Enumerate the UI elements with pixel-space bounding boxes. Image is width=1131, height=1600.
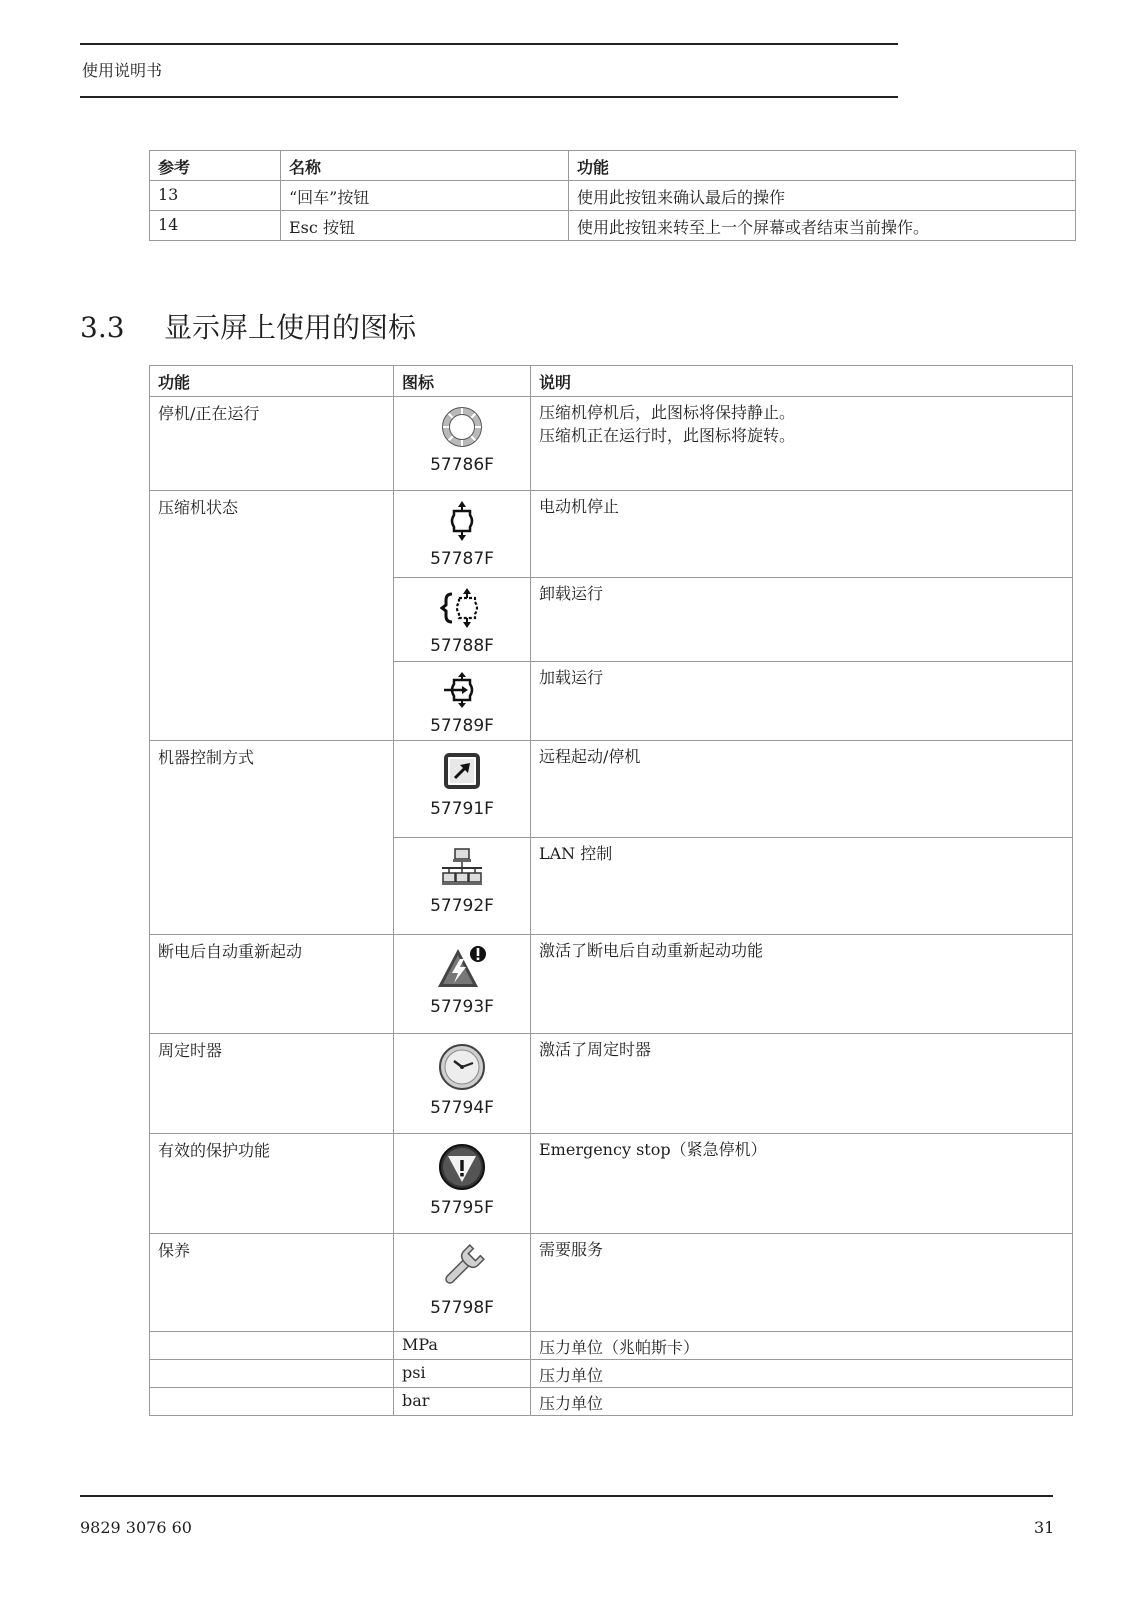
description-line: LAN 控制: [539, 844, 613, 863]
description-line: 压缩机停机后，此图标将保持静止。: [539, 403, 796, 422]
column-header: 名称: [281, 151, 569, 181]
column-header: 功能: [569, 151, 1076, 181]
wrench-icon: [437, 1242, 487, 1292]
function-cell: 有效的保护功能: [150, 1134, 394, 1234]
description-line: 卸载运行: [539, 584, 604, 603]
description-cell: [531, 578, 1073, 662]
description-cell: [531, 662, 1073, 741]
section-title: 显示屏上使用的图标: [164, 311, 417, 344]
power-restart-icon: [436, 943, 488, 991]
icon-code: 57791F: [430, 799, 494, 819]
page-number: 31: [1034, 1518, 1055, 1537]
table-row: [150, 1360, 1073, 1388]
section-number: 3.3: [80, 311, 125, 344]
description-line: Emergency stop（紧急停机）: [539, 1140, 767, 1159]
icon-cell: [394, 1134, 531, 1234]
function-cell: [150, 1360, 394, 1388]
description-line: 需要服务: [539, 1240, 604, 1259]
clock-icon: [437, 1042, 487, 1092]
ref-cell: 14: [150, 211, 281, 241]
header-top-rule: [80, 43, 898, 45]
column-header: 图标: [394, 366, 531, 397]
icon-code: 57789F: [430, 716, 494, 736]
description-cell: 压力单位: [531, 1360, 1073, 1388]
table-row: [150, 491, 1073, 578]
function-cell: 机器控制方式: [150, 741, 394, 935]
header-bottom-rule: [80, 96, 898, 98]
description-line: 电动机停止: [539, 497, 620, 516]
icon-code: 57793F: [430, 997, 494, 1017]
icon-cell: [394, 491, 531, 578]
button-reference-table: [149, 150, 1076, 241]
description-cell: [531, 491, 1073, 578]
icon-cell: [394, 578, 531, 662]
description-cell: [531, 1134, 1073, 1234]
description-cell: [531, 397, 1073, 491]
function-cell: 停机/正在运行: [150, 397, 394, 491]
table-row: [150, 181, 1076, 211]
icon-cell: [394, 1234, 531, 1332]
function-cell: 断电后自动重新起动: [150, 935, 394, 1034]
function-cell: 保养: [150, 1234, 394, 1332]
table-row: [150, 1332, 1073, 1360]
footer-document-number: 9829 3076 60: [80, 1518, 192, 1537]
function-cell: 使用此按钮来确认最后的操作: [569, 181, 1076, 211]
remote-icon: [440, 749, 484, 793]
description-cell: [531, 1234, 1073, 1332]
description-line: 远程起动/停机: [539, 747, 641, 766]
icon-cell: [394, 741, 531, 838]
icon-code: 57787F: [430, 549, 494, 569]
header-title: 使用说明书: [82, 61, 163, 80]
ring-icon: [440, 405, 484, 449]
function-cell: [150, 1388, 394, 1416]
icon-code: 57792F: [430, 896, 494, 916]
table-row: [150, 1034, 1073, 1134]
unloaded-icon: [440, 586, 484, 630]
column-header: 参考: [150, 151, 281, 181]
icon-code: 57798F: [430, 1298, 494, 1318]
name-cell: Esc 按钮: [281, 211, 569, 241]
emergency-stop-icon: [437, 1142, 487, 1192]
description-cell: [531, 1034, 1073, 1134]
description-line: 加载运行: [539, 668, 604, 687]
function-cell: 使用此按钮来转至上一个屏幕或者结束当前操作。: [569, 211, 1076, 241]
description-line: 激活了周定时器: [539, 1040, 652, 1059]
description-cell: [531, 741, 1073, 838]
icon-code: 57795F: [430, 1198, 494, 1218]
icon-code: 57794F: [430, 1098, 494, 1118]
table-row: [150, 1234, 1073, 1332]
table-row: [150, 741, 1073, 838]
icon-code: 57786F: [430, 455, 494, 475]
description-line: 激活了断电后自动重新起动功能: [539, 941, 764, 960]
icon-code: 57788F: [430, 636, 494, 656]
name-cell: “回车”按钮: [281, 181, 569, 211]
column-header: 功能: [150, 366, 394, 397]
unit-cell: MPa: [394, 1332, 531, 1360]
column-header: 说明: [531, 366, 1073, 397]
table-row: [150, 935, 1073, 1034]
description-cell: 压力单位: [531, 1388, 1073, 1416]
unit-cell: bar: [394, 1388, 531, 1416]
motor-stopped-icon: [442, 499, 482, 543]
table-row: [150, 397, 1073, 491]
function-cell: 周定时器: [150, 1034, 394, 1134]
description-cell: 压力单位（兆帕斯卡）: [531, 1332, 1073, 1360]
display-icons-table: [149, 365, 1073, 1416]
table-row: [150, 211, 1076, 241]
icon-cell: [394, 838, 531, 935]
table-row: [150, 1134, 1073, 1234]
function-cell: 压缩机状态: [150, 491, 394, 741]
table-header-row: [150, 151, 1076, 181]
icon-cell: [394, 662, 531, 741]
description-cell: [531, 935, 1073, 1034]
footer-rule: [80, 1495, 1053, 1497]
description-cell: [531, 838, 1073, 935]
table-row: [150, 1388, 1073, 1416]
icon-cell: [394, 397, 531, 491]
loaded-icon: [442, 670, 482, 710]
description-line: 压缩机正在运行时，此图标将旋转。: [539, 426, 796, 445]
icon-cell: [394, 935, 531, 1034]
table-header-row: [150, 366, 1073, 397]
section-heading: [80, 306, 416, 346]
ref-cell: 13: [150, 181, 281, 211]
icon-cell: [394, 1034, 531, 1134]
lan-icon: [440, 846, 484, 890]
function-cell: [150, 1332, 394, 1360]
unit-cell: psi: [394, 1360, 531, 1388]
